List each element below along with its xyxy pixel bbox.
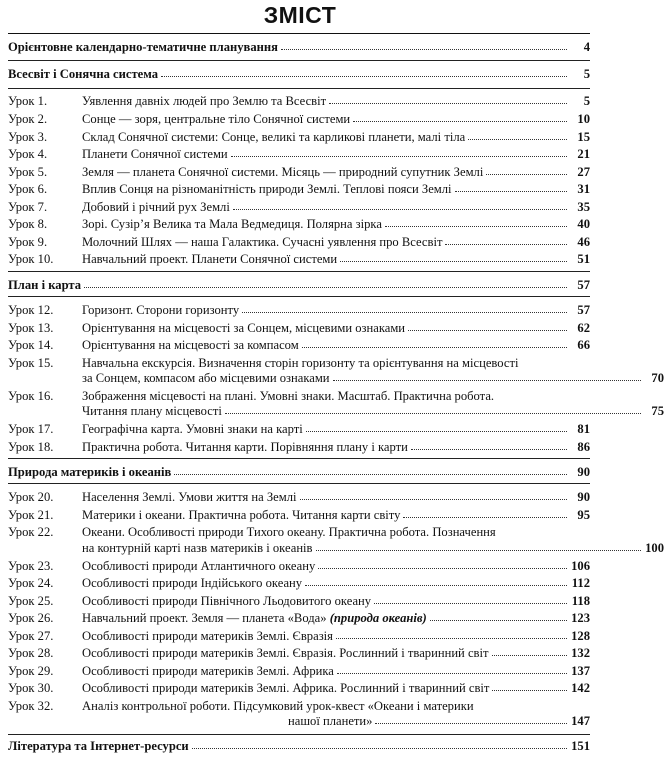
lesson-label: Урок 7. — [8, 200, 48, 214]
lesson-title: Зображення місцевості на плані. Умовні знаки. Масштаб. Практична робота. — [82, 389, 495, 403]
page-number: 35 — [577, 200, 590, 214]
lesson-label: Урок 12. — [8, 303, 54, 317]
lesson-title: Добовий і річний рух Землі — [82, 200, 230, 214]
lesson-title: Населення Землі. Умови життя на Землі — [82, 490, 297, 504]
lesson-label: Урок 16. — [8, 389, 54, 403]
page-number: 4 — [583, 40, 590, 54]
page-number: 31 — [577, 182, 590, 196]
toc-entry[interactable] — [8, 576, 590, 591]
lesson-label: Урок 28. — [8, 646, 54, 660]
toc-entry[interactable] — [8, 200, 590, 215]
divider — [8, 734, 590, 735]
lesson-label: Урок 26. — [8, 611, 54, 625]
divider — [8, 60, 590, 61]
lesson-label: Урок 23. — [8, 559, 54, 573]
toc-entry[interactable] — [8, 629, 590, 644]
lesson-title: Молочний Шлях — наша Галактика. Сучасні уявлення про Всесвіт — [82, 235, 443, 249]
page-number: 81 — [577, 422, 590, 436]
lesson-title: Сонце — зоря, центральне тіло Сонячної системи — [82, 112, 351, 126]
section-heading[interactable] — [8, 40, 590, 55]
toc-entry[interactable] — [8, 303, 590, 318]
toc-entry[interactable] — [8, 389, 590, 404]
divider — [8, 88, 590, 89]
page-number: 112 — [571, 576, 590, 590]
section-title: Всесвіт і Сонячна система — [8, 67, 159, 81]
lesson-title: Склад Сонячної системи: Сонце, великі та карликові планети, малі тіла — [82, 130, 466, 144]
toc-entry[interactable] — [8, 559, 590, 574]
page-number: 57 — [577, 303, 590, 317]
lesson-label: Урок 32. — [8, 699, 54, 713]
toc-entry[interactable] — [8, 321, 590, 336]
lesson-title: Особливості природи материків Землі. Євразія. Рослинний і тваринний світ — [82, 646, 489, 660]
toc-entry[interactable] — [8, 525, 590, 540]
lesson-title-cont: на контурній карті назв материків і океанів — [82, 541, 313, 555]
lesson-title: Особливості природи материків Землі. Африка. Рослинний і тваринний світ — [82, 681, 490, 695]
lesson-title-cont: Читання плану місцевості — [82, 404, 222, 418]
lesson-title: Особливості природи Атлантичного океану — [82, 559, 316, 573]
lesson-title: Вплив Сонця на різноманітність природи Землі. Теплові пояси Землі — [82, 182, 452, 196]
toc-entry-continuation[interactable] — [8, 714, 590, 729]
divider — [8, 483, 590, 484]
lesson-title: Планети Сонячної системи — [82, 147, 228, 161]
page-number: 27 — [577, 165, 590, 179]
lesson-title: Зорі. Сузір’я Велика та Мала Ведмедиця. Полярна зірка — [82, 217, 382, 231]
page-number: 151 — [571, 739, 590, 753]
lesson-label: Урок 10. — [8, 252, 54, 266]
lesson-title: Географічна карта. Умовні знаки на карті — [82, 422, 303, 436]
page-number: 147 — [571, 714, 590, 728]
section-heading[interactable] — [8, 278, 590, 293]
page-number: 100 — [645, 541, 664, 555]
toc-entry[interactable] — [8, 422, 590, 437]
lesson-title: Особливості природи материків Землі. Євразія — [82, 629, 333, 643]
lesson-title: Орієнтування на місцевості за Сонцем, місцевими ознаками — [82, 321, 406, 335]
toc-entry[interactable] — [8, 594, 590, 609]
page-number: 46 — [577, 235, 590, 249]
page-number: 40 — [577, 217, 590, 231]
toc-entry[interactable] — [8, 508, 590, 523]
page-number: 106 — [571, 559, 590, 573]
lesson-title: Навчальний проект. Планети Сонячної системи — [82, 252, 338, 266]
lesson-label: Урок 3. — [8, 130, 48, 144]
toc-entry[interactable] — [8, 182, 590, 197]
lesson-title: Орієнтування на місцевості за компасом — [82, 338, 299, 352]
lesson-title: Океани. Особливості природи Тихого океану. Практична робота. Позначення — [82, 525, 496, 539]
lesson-label: Урок 24. — [8, 576, 54, 590]
page-number: 15 — [577, 130, 590, 144]
section-title: План і карта — [8, 278, 82, 292]
toc-entry[interactable] — [8, 94, 590, 109]
toc-entry[interactable] — [8, 646, 590, 661]
section-title: Природа материків і океанів — [8, 465, 172, 479]
lesson-title: Особливості природи Північного Льодовитого океану — [82, 594, 372, 608]
lesson-label: Урок 17. — [8, 422, 54, 436]
page-number: 70 — [651, 371, 664, 385]
lesson-title: Аналіз контрольної роботи. Підсумковий урок-квест «Океани і материки — [82, 699, 474, 713]
toc-entry[interactable] — [8, 338, 590, 353]
page-number: 128 — [571, 629, 590, 643]
section-heading[interactable] — [8, 67, 590, 82]
lesson-title: Навчальна екскурсія. Визначення сторін горизонту та орієнтування на місцевості — [82, 356, 519, 370]
lesson-label: Урок 18. — [8, 440, 54, 454]
page-number: 75 — [651, 404, 664, 418]
lesson-label: Урок 22. — [8, 525, 54, 539]
toc-entry[interactable] — [8, 664, 590, 679]
page-number: 137 — [571, 664, 590, 678]
page-number: 5 — [583, 94, 590, 108]
divider — [8, 458, 590, 459]
lesson-label: Урок 4. — [8, 147, 48, 161]
lesson-label: Урок 27. — [8, 629, 54, 643]
toc-entry[interactable] — [8, 252, 590, 267]
section-heading[interactable] — [8, 465, 590, 480]
page-number: 21 — [577, 147, 590, 161]
toc-entry[interactable] — [8, 699, 590, 714]
divider — [8, 33, 590, 34]
section-heading[interactable] — [8, 739, 590, 753]
page-number: 90 — [577, 465, 590, 479]
section-title: Орієнтовне календарно-тематичне планування — [8, 40, 278, 54]
toc-entry[interactable] — [8, 681, 590, 696]
toc-entry[interactable] — [8, 147, 590, 162]
toc-entry-continuation[interactable] — [8, 371, 664, 386]
toc-entry[interactable] — [8, 490, 590, 505]
lesson-label: Урок 14. — [8, 338, 54, 352]
lesson-label: Урок 25. — [8, 594, 54, 608]
lesson-title: Горизонт. Сторони горизонту — [82, 303, 240, 317]
lesson-label: Урок 21. — [8, 508, 54, 522]
lesson-label: Урок 20. — [8, 490, 54, 504]
lesson-title: Особливості природи Індійського океану — [82, 576, 303, 590]
page-number: 132 — [571, 646, 590, 660]
lesson-title: Земля — планета Сонячної системи. Місяць — природний супутник Землі — [82, 165, 484, 179]
lesson-label: Урок 2. — [8, 112, 48, 126]
page-number: 142 — [571, 681, 590, 695]
page-number: 118 — [571, 594, 590, 608]
lesson-label: Урок 15. — [8, 356, 54, 370]
lesson-title: Практична робота. Читання карти. Порівняння плану і карти — [82, 440, 408, 454]
toc-entry[interactable] — [8, 217, 590, 232]
lesson-title-italic: (природа океанів) — [329, 611, 427, 625]
page-number: 123 — [571, 611, 590, 625]
toc-entry-continuation[interactable] — [8, 541, 664, 556]
page-number: 66 — [577, 338, 590, 352]
page-number: 57 — [577, 278, 590, 292]
lesson-title: Материки і океани. Практична робота. Читання карти світу — [82, 508, 401, 522]
lesson-label: Урок 9. — [8, 235, 48, 249]
lesson-label: Урок 13. — [8, 321, 54, 335]
divider — [8, 296, 590, 297]
toc-entry[interactable] — [8, 112, 590, 127]
page-number: 90 — [577, 490, 590, 504]
divider — [8, 271, 590, 272]
toc-entry[interactable] — [8, 235, 590, 250]
page-number: 10 — [577, 112, 590, 126]
toc-entry[interactable] — [8, 611, 590, 626]
toc-entry[interactable] — [8, 165, 590, 180]
page-title: ЗМІСТ — [263, 2, 337, 28]
toc-entry[interactable] — [8, 130, 590, 145]
page-number: 5 — [583, 67, 590, 81]
section-title: Література та Інтернет-ресурси — [8, 739, 189, 753]
lesson-title: Особливості природи материків Землі. Африка — [82, 664, 334, 678]
lesson-label: Урок 8. — [8, 217, 48, 231]
lesson-title: Уявлення давніх людей про Землю та Всесвіт — [82, 94, 327, 108]
page-number: 62 — [577, 321, 590, 335]
lesson-label: Урок 29. — [8, 664, 54, 678]
lesson-label: Урок 5. — [8, 165, 48, 179]
lesson-label: Урок 1. — [8, 94, 48, 108]
page-number: 95 — [577, 508, 590, 522]
lesson-label: Урок 30. — [8, 681, 54, 695]
page-number: 51 — [577, 252, 590, 266]
lesson-title-cont: нашої планети» — [288, 714, 373, 728]
lesson-title-cont: за Сонцем, компасом або місцевими ознаками — [82, 371, 330, 385]
lesson-title: Навчальний проект. Земля — планета «Вода» — [82, 611, 327, 625]
page-number: 86 — [577, 440, 590, 454]
toc-entry-continuation[interactable] — [8, 404, 664, 419]
lesson-label: Урок 6. — [8, 182, 48, 196]
toc-entry[interactable] — [8, 440, 590, 455]
toc-entry[interactable] — [8, 356, 590, 371]
